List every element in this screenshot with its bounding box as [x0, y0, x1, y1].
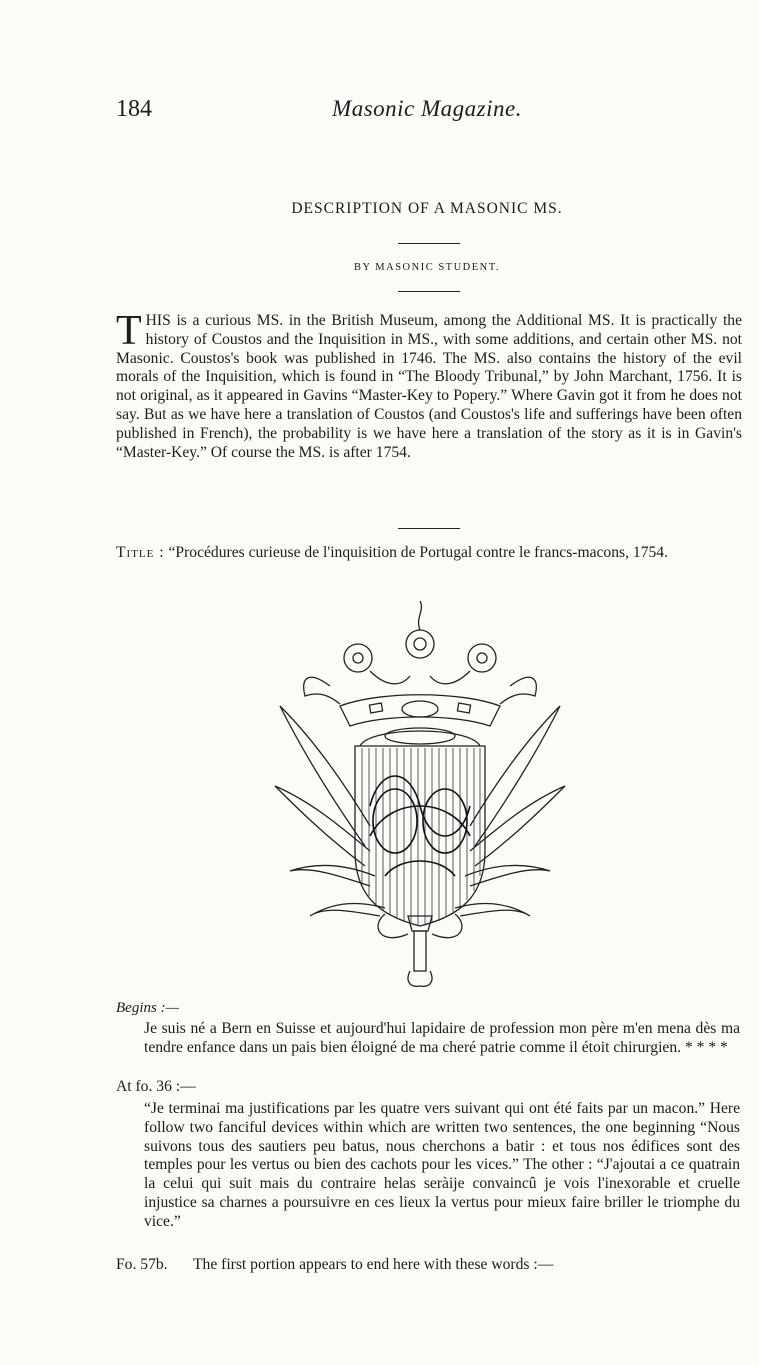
page-header	[116, 96, 738, 132]
page-number: 184	[116, 96, 152, 122]
intro-text: HIS is a curious MS. in the British Museum, among the Additional MS. It is practically the history of Coustos and the Inquisition in MS., with some additions, and certain other MS. not Masonic. Coustos's book was published in 1746. The MS. also contains the history of the evil morals of the Inquisition, which is found in “The Bloody Tribunal,” by John Marchant, 1756. It is not original, as it appeared in Gavins “Master-Key to Popery.” Where Gavin got it from he does not say. But as we have here a translation of Coustos (and Coustos's life and sufferings have been often published in French), the probability is we have here a translation of the story as it is in Gavin's “Master-Key.” Of course the MS. is after 1754.	[116, 312, 742, 461]
begins-label: Begins :—	[116, 1000, 179, 1016]
article-byline: BY MASONIC STUDENT.	[353, 262, 501, 273]
masonic-crest-icon	[270, 596, 570, 996]
intro-paragraph	[116, 308, 742, 462]
title-label: Title :	[116, 544, 165, 561]
begins-quote: Je suis né a Bern en Suisse et aujourd'hui lapidaire de profession mon père m'en mena dès ma tendre enfance dans un pais bien éloigné de ma cheré patrie comme il étoit chirurgien. * * * *	[144, 1020, 740, 1056]
byline-rule	[398, 291, 460, 292]
running-head: Masonic Magazine.	[332, 96, 522, 121]
folio-36-quote: “Je terminai ma justifications par les quatre vers suivant qui ont été faits par un macon.” Here follow two fanciful devices within which are written two sentences, the one beginning “Nous suivons tous des sautiers peu batus, nous cherchons a batir : et tous nos édifices sont des temples pour les vertus ou bien des cachots pour les vices.” The other : “J'ajoutai a ce quatrain la celui qui suit mais du contraire helas seràije convaincû je vois l'inexorable et cruelle injustice sa charnes a poursuivre en ces lieux la vertus pour mieux faire briller le triomphe du vice.”	[144, 1100, 740, 1230]
folio-57b-label: Fo. 57b.	[116, 1256, 168, 1273]
section-rule	[398, 528, 460, 529]
title-text: “Procédures curieuse de l'inquisition de Portugal contre le francs-macons, 1754.	[168, 544, 668, 561]
folio-36-label: At fo. 36 :—	[116, 1078, 196, 1095]
drop-cap: T	[116, 308, 142, 354]
title-rule	[398, 243, 460, 244]
folio-57b-text: The first portion appears to end here with these words :—	[193, 1256, 554, 1273]
article-title: DESCRIPTION OF A MASONIC MS.	[291, 200, 563, 217]
manuscript-title	[116, 544, 742, 563]
